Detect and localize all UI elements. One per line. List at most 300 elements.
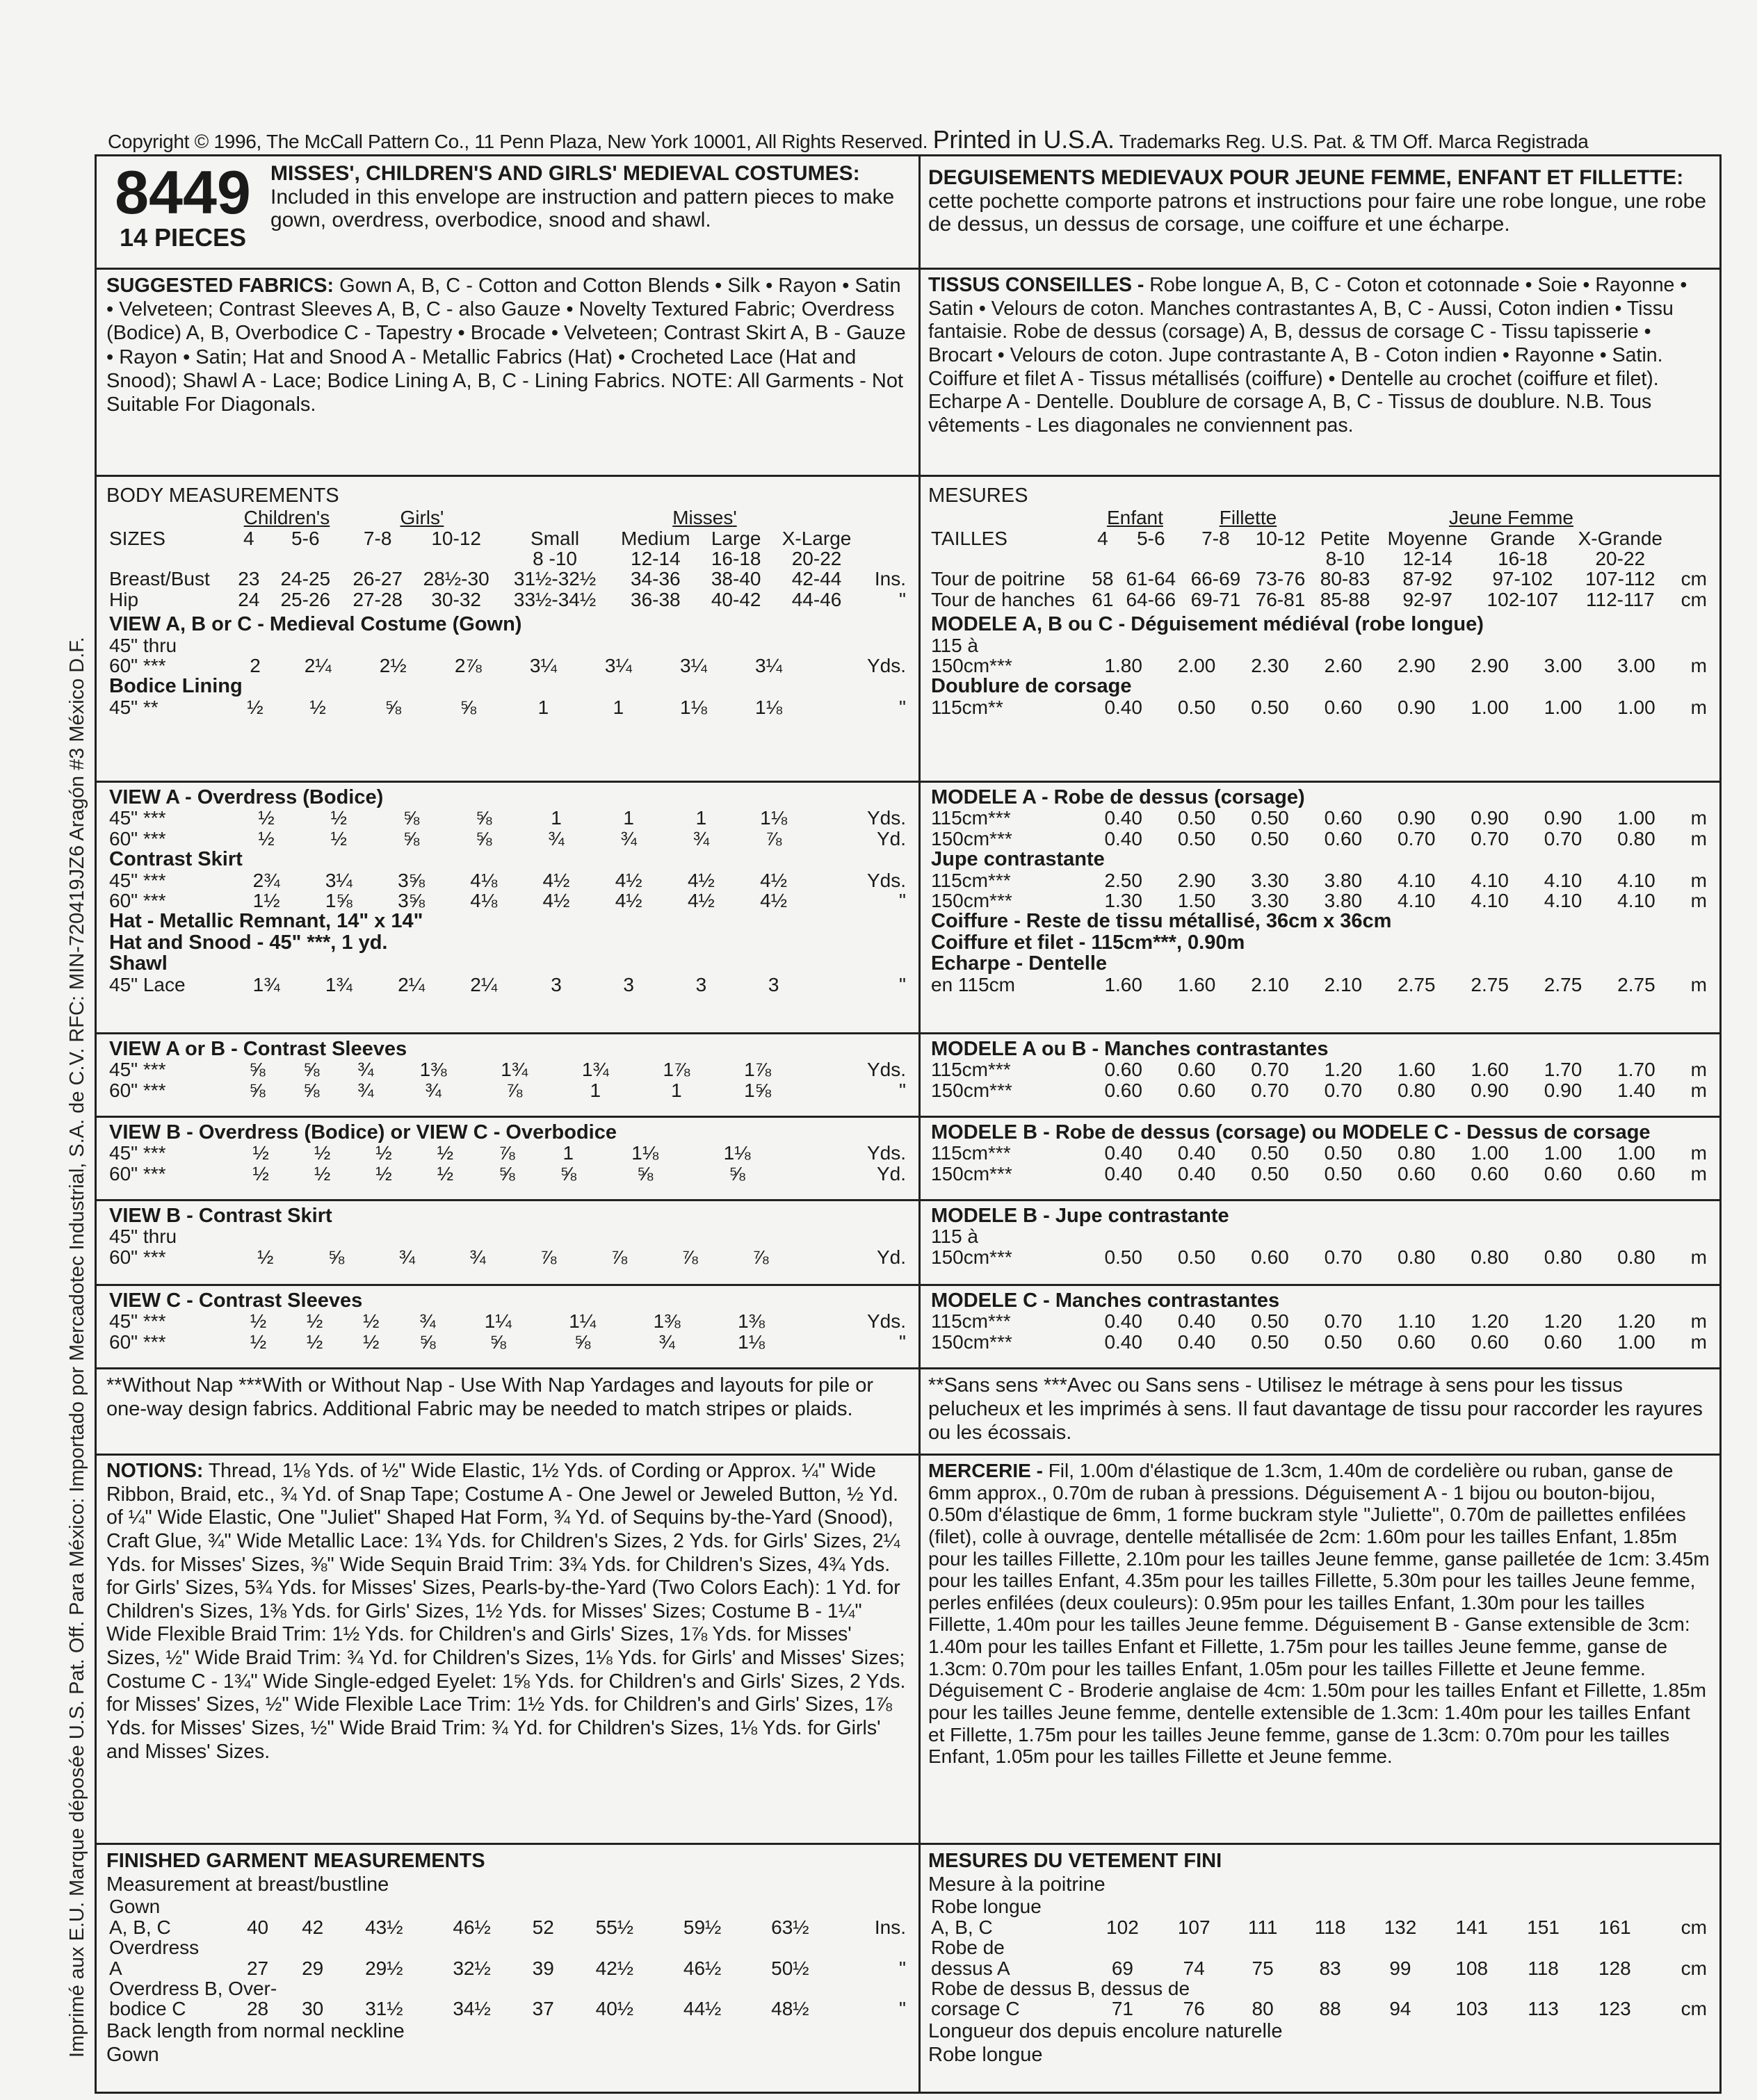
size-groups	[106, 507, 909, 528]
sleeves-c-title	[928, 1290, 1710, 1311]
sizes-sub-row-cell: 20-22	[791, 548, 842, 569]
sleeves-title	[106, 1039, 909, 1059]
view-a-block	[97, 781, 918, 1032]
sleeves-row-cell: 1.40	[1617, 1079, 1655, 1101]
skirt-b-row	[106, 1247, 909, 1267]
sleeves-c-row-cell: Yds.	[866, 1310, 906, 1333]
fin-ov-row-cell: 29½	[365, 1957, 403, 1979]
shawl-title-text: Shawl	[109, 952, 168, 975]
sleeves-c-row-cell: 0.40	[1177, 1310, 1216, 1333]
overdress-a-row-cell: 0.90	[1398, 807, 1436, 829]
fin-ov-row-cell: 99	[1389, 1957, 1411, 1979]
hat-line	[106, 911, 909, 931]
sleeves-c-row-cell: 0.60	[1471, 1330, 1509, 1353]
fin-gown-row-cell: A, B, C	[109, 1916, 171, 1938]
gown-title-text: VIEW A, B or C - Medieval Costume (Gown)	[109, 613, 522, 636]
sleeves-c-row-cell: ⅝	[574, 1330, 591, 1353]
overdress-b-row-cell: 0.60	[1617, 1162, 1655, 1185]
sleeves-row-cell: "	[899, 1079, 906, 1101]
gown-row	[106, 656, 909, 676]
fin-ov-row-cell: 50½	[771, 1957, 809, 1979]
sleeves-c-row-cell: m	[1690, 1330, 1707, 1353]
skirt-b-row-cell: ⅞	[681, 1246, 698, 1268]
snood-line	[106, 932, 909, 953]
sleeves-c-row-cell: 1.00	[1617, 1330, 1655, 1353]
sleeves-row-cell: 1¾	[501, 1059, 528, 1081]
sleeves-c-row-cell: 0.70	[1324, 1310, 1363, 1333]
contrast-skirt-row-cell: 2.90	[1177, 869, 1216, 891]
sizes-sub-row-cell	[1119, 548, 1183, 569]
overdress-b-row-cell: 0.50	[1251, 1162, 1289, 1185]
hip-row-cell: 40-42	[711, 588, 761, 610]
shawl-title	[106, 953, 909, 974]
overdress-b-row-cell: 1	[562, 1142, 574, 1164]
sleeves-c-row-cell: ½	[250, 1310, 267, 1333]
overdress-b-title-text: VIEW B - Overdress (Bodice) or VIEW C - Overbodice	[109, 1121, 617, 1143]
overdress-b-row-cell: 1⅛	[723, 1142, 751, 1164]
overdress-b-row-cell: 1.00	[1617, 1142, 1655, 1164]
overdress-b-row-cell: 1⅛	[631, 1142, 659, 1164]
hip-row-cell: 69-71	[1190, 588, 1241, 610]
body-table	[106, 507, 909, 610]
skirt-b-row-cell: 0.80	[1544, 1246, 1582, 1268]
contrast-skirt-row-cell: 4½	[687, 869, 715, 891]
contrast-skirt-row-cell: 4½	[542, 890, 570, 912]
contrast-skirt-row-cell: 4.10	[1471, 869, 1509, 891]
breast-row-cell: Tour de poitrine	[931, 568, 1066, 590]
sleeves-row-cell: 1	[671, 1079, 682, 1101]
hip-row-cell: 24	[238, 588, 260, 610]
hip-row-cell: Tour de hanches	[931, 588, 1076, 610]
overdress-a-row-cell: 115cm***	[931, 807, 1011, 829]
sleeves-c-row-cell: 0.60	[1398, 1330, 1436, 1353]
lining-row	[928, 697, 1710, 717]
skirt-b-row-cell: 0.50	[1177, 1246, 1216, 1268]
fin-ovb-row-cell: 103	[1455, 1998, 1489, 2020]
contrast-skirt-row-cell: 4.10	[1398, 869, 1436, 891]
skirt-b-row-cell: 0.80	[1398, 1246, 1436, 1268]
contrast-skirt-row	[928, 870, 1710, 890]
sizes-sub-row-cell: 8-10	[1325, 548, 1365, 569]
fin-ov-row-cell: 32½	[453, 1957, 491, 1979]
sleeves-row-cell: m	[1690, 1079, 1707, 1101]
contrast-skirt-row-cell: 4½	[687, 890, 715, 912]
fin-ovb-row-cell: 123	[1598, 1998, 1631, 2020]
sleeves-c-row-cell: ⅝	[489, 1330, 506, 1353]
sleeves-row-cell: ⅝	[303, 1059, 320, 1081]
contrast-skirt-row-cell: 3¼	[325, 869, 353, 891]
breast-row-cell: 42-44	[791, 568, 842, 590]
contrast-skirt-row-cell: 4.10	[1544, 890, 1582, 912]
fin-gown-row-cell: 42	[302, 1916, 324, 1938]
fin-ov-label-text: Robe de	[931, 1937, 1005, 1959]
sleeves-row-cell: 45" ***	[109, 1059, 166, 1081]
gown-row-cell: Yds.	[866, 655, 906, 676]
sizes-sub-row-cell	[1087, 548, 1119, 569]
size-group-label: Girls'	[400, 507, 444, 529]
contrast-skirt-row-cell: 150cm***	[931, 890, 1012, 912]
shawl-row-cell: 3	[695, 973, 707, 995]
shawl-row-cell: 2.75	[1471, 973, 1509, 995]
overdress-b-row-cell: 0.40	[1104, 1142, 1142, 1164]
overdress-a-row	[928, 808, 1710, 828]
breast-row-cell: Breast/Bust	[109, 568, 210, 590]
sizes-row-cell: 4	[243, 527, 254, 549]
fin-ov-row-cell: cm	[1681, 1957, 1707, 1979]
fin-ovb-label	[106, 1978, 909, 1999]
overdress-b-row	[928, 1143, 1710, 1163]
contrast-skirt-row-cell: 1½	[252, 890, 280, 912]
skirt-b-row-cell: ⅞	[610, 1246, 628, 1268]
contrast-skirt-row-cell: 4½	[615, 869, 642, 891]
sleeves-row-cell: ¾	[357, 1079, 374, 1101]
contrast-skirt-row-cell: 4.10	[1544, 869, 1582, 891]
fin-ovb-row-cell: 71	[1111, 1998, 1133, 2020]
fin-ovb-row-cell: 80	[1252, 1998, 1274, 2020]
hip-row-cell: 112-117	[1586, 588, 1655, 610]
overdress-b-row-cell: 0.60	[1398, 1162, 1436, 1185]
sleeves-row-cell: 115cm***	[931, 1059, 1011, 1081]
sleeves-c-title-text: MODELE C - Manches contrastantes	[931, 1289, 1280, 1312]
sleeves-row-cell: m	[1690, 1059, 1707, 1081]
overdress-b-row-cell: 0.50	[1324, 1162, 1363, 1185]
fr-ovb	[918, 1116, 1719, 1199]
overdress-b-row-cell: ⅝	[560, 1162, 576, 1185]
sleeves-c-row-cell: 1.10	[1398, 1310, 1436, 1333]
sleeves-c-row-cell: 0.50	[1324, 1330, 1363, 1353]
shawl-row-cell: 3	[623, 973, 634, 995]
overdress-b-row-cell: 0.80	[1398, 1142, 1436, 1164]
contrast-skirt-row-cell: 1.30	[1104, 890, 1142, 912]
fin-ovb-row-cell: 113	[1528, 1998, 1559, 2020]
sizes-row-cell	[1673, 528, 1710, 548]
size-group-label: Children's	[243, 507, 330, 529]
skirt-b-thru	[106, 1226, 909, 1246]
overdress-a-row	[928, 829, 1710, 849]
fin-gown-row-cell: 118	[1314, 1916, 1346, 1938]
fin-ovb-row-cell: corsage C	[931, 1998, 1020, 2020]
sleeves-c-row-cell: m	[1690, 1310, 1707, 1333]
overdress-b-row-cell: 0.50	[1251, 1142, 1289, 1164]
overdress-b-row-cell: m	[1690, 1162, 1707, 1185]
breast-row-cell: 66-69	[1190, 568, 1241, 590]
fin-ov-row-cell: 74	[1183, 1957, 1205, 1979]
sizes-row-cell: 7-8	[1201, 527, 1230, 549]
shawl-row-cell: 3	[551, 973, 562, 995]
sizes-sub-row	[106, 548, 909, 569]
sleeves-row-cell: 1.70	[1617, 1059, 1655, 1081]
sleeves-c-row-cell: ½	[363, 1330, 380, 1353]
skirt-b-row-cell: ½	[257, 1246, 274, 1268]
sleeves-row-cell: ⅝	[303, 1079, 320, 1101]
sizes-sub-row	[928, 548, 1710, 569]
overdress-a-title	[106, 787, 909, 808]
snood-line	[928, 932, 1710, 953]
finished-measurements: FINISHED GARMENT MEASUREMENTS Measurement at breast/bustline Gown A, B, C 40 42 43½ 46½ 52 55½ 59½ 63½ Ins. Overdress A 27 29 29½ 32½ 39 42½ 46½ 50½ " Overdress B, Over- bodice C 28 30 31½ 34½ 37 40½ 44½ 48½ " Back length from normal neckline Gown	[97, 1843, 918, 2100]
sleeves-row-cell: 1.20	[1324, 1059, 1363, 1081]
lining-title	[928, 676, 1710, 697]
sleeves-c-title-text: VIEW C - Contrast Sleeves	[109, 1289, 363, 1312]
lining-row-cell: m	[1690, 696, 1707, 718]
breast-row-cell: 38-40	[711, 568, 761, 590]
overdress-a-row-cell: ½	[330, 827, 347, 849]
sizes-row-cell: X-Large	[782, 527, 852, 549]
overdress-a-row-cell: 0.70	[1398, 827, 1436, 849]
fin-ovb-row	[106, 1999, 909, 2019]
overdress-a-row-cell: 1	[695, 807, 707, 829]
contrast-skirt-row-cell: 4⅛	[470, 869, 498, 891]
sleeves-row-cell: 0.90	[1544, 1079, 1582, 1101]
fin-ovb-row	[928, 1999, 1710, 2019]
sizes-sub-row-cell: 12-14	[1402, 548, 1452, 569]
fin-ovb-label-text: Robe de dessus B, dessus de	[931, 1978, 1190, 1999]
gown-row	[928, 656, 1710, 676]
fin-ov-label	[928, 1937, 1710, 1957]
sleeves-c-row	[106, 1311, 909, 1331]
skirt-b-row-cell: 0.50	[1104, 1246, 1142, 1268]
sleeves-row-cell: 1⅞	[663, 1059, 690, 1081]
fin-gown-row-cell: 43½	[365, 1916, 403, 1938]
sleeves-row-cell: 1⅜	[419, 1059, 447, 1081]
gown-thru	[106, 635, 909, 656]
contrast-skirt-row-cell: 1.50	[1177, 890, 1216, 912]
overdress-a-row-cell: 0.90	[1471, 807, 1509, 829]
lining-row-cell: 0.60	[1324, 696, 1363, 718]
fin-gown-label-text: Robe longue	[931, 1896, 1042, 1918]
sleeves-c-row-cell: ½	[307, 1330, 323, 1353]
lining-row-cell: 0.50	[1251, 696, 1289, 718]
sleeves-c-row-cell: 0.60	[1544, 1330, 1582, 1353]
sleeves-row-cell: 1¾	[581, 1059, 609, 1081]
hip-row-cell: 76-81	[1255, 588, 1306, 610]
fr-body-and-yardage: MESURES Enfant Fillette Jeune Femme TAILLES 4 5-6 7-8 10-12 Petite Moyenne Grande X-Grande 8-10 12-14 16-18 20-22 Tour de poitrine 58 61-64 66-69 73-76 80-83 87-92 97-102 107-112 cm Tour de hanches 61 64-66 69-71 76-81 85-88 92-97 102-107 112-117 cm MODELE A, B ou C - Déguisement médiéval (robe longue) 115 à 150cm*** 1.80 2.00 2.30 2.60 2.90 2.90 3.00 3.00 m Doublure de corsage 115cm** 0.40 0.50 0.50 0.60 0.90 1.00 1.00 1.00 m	[918, 475, 1719, 781]
sleeves-row-cell: 0.60	[1104, 1079, 1142, 1101]
overdress-a-row-cell: ⅝	[403, 827, 420, 849]
sizes-sub-row-cell	[928, 548, 1087, 569]
lining-row-cell: 1.00	[1471, 696, 1509, 718]
sleeves-title-text: VIEW A or B - Contrast Sleeves	[109, 1038, 407, 1060]
sleeves-row-cell: 1⅞	[744, 1059, 771, 1081]
gown-row-cell: m	[1690, 655, 1707, 676]
overdress-a-row-cell: 60" ***	[109, 827, 166, 849]
fin-gown-row-cell: 63½	[771, 1916, 809, 1938]
view-c-sleeves	[97, 1284, 918, 1367]
lining-row-cell: "	[899, 696, 906, 718]
contrast-skirt-row-cell: 4.10	[1471, 890, 1509, 912]
sizes-row-cell: 10-12	[431, 527, 481, 549]
size-group-label	[106, 507, 230, 528]
fin-gown-row-cell: 46½	[453, 1916, 491, 1938]
contrast-skirt-title	[928, 849, 1710, 870]
sizes-sub-row-cell	[343, 548, 412, 569]
skirt-b-row-cell: m	[1690, 1246, 1707, 1268]
sleeves-c-row-cell: 0.50	[1251, 1310, 1289, 1333]
sleeves-c-row-cell: 1¼	[484, 1310, 512, 1333]
lining-row-cell: 0.50	[1177, 696, 1216, 718]
gown-yardage	[106, 614, 909, 717]
overdress-a-row-cell: 0.40	[1104, 807, 1142, 829]
sizes-row-cell: Small	[531, 527, 580, 549]
overdress-a-row-cell: ½	[258, 827, 275, 849]
header-block	[97, 156, 918, 268]
overdress-a-row-cell: 150cm***	[931, 827, 1012, 849]
sleeves-row-cell: 0.90	[1471, 1079, 1509, 1101]
skirt-b-thru-text: 45" thru	[109, 1226, 177, 1248]
sizes-row-cell: Petite	[1320, 527, 1370, 549]
fin-ovb-row-cell: 30	[302, 1998, 324, 2020]
sleeves-row-cell: 0.70	[1251, 1059, 1289, 1081]
sizes-sub-row-cell: 8 -10	[533, 548, 577, 569]
breast-row-cell: 61-64	[1126, 568, 1176, 590]
overdress-b-row-cell: ½	[252, 1142, 269, 1164]
fin-ovb-row-cell: 34½	[453, 1998, 491, 2020]
lining-row-cell: 0.90	[1398, 696, 1436, 718]
fin-ov-row-cell: 27	[246, 1957, 269, 1979]
sleeves-c-row-cell: 1⅜	[738, 1310, 765, 1333]
contrast-skirt-row-cell: 60" ***	[109, 890, 166, 912]
gown-row-cell: 3¼	[529, 655, 557, 676]
fin-ovb-row-cell: 40½	[595, 1998, 634, 2020]
sizes-row-cell	[863, 528, 909, 548]
english-column	[97, 156, 921, 2092]
shawl-row-cell: m	[1690, 973, 1707, 995]
overdress-b-row	[106, 1164, 909, 1184]
sleeves-c-row-cell: ½	[307, 1310, 323, 1333]
fin-gown-row-cell: cm	[1681, 1916, 1707, 1938]
sizes-sub-row-cell: 12-14	[631, 548, 681, 569]
overdress-b-title-text: MODELE B - Robe de dessus (corsage) ou MODELE C - Dessus de corsage	[931, 1121, 1651, 1143]
sizes-sub-row-cell: 20-22	[1595, 548, 1646, 569]
overdress-a-row-cell: ½	[330, 807, 347, 829]
breast-row-cell: 87-92	[1402, 568, 1452, 590]
gown-row-cell: 3.00	[1617, 655, 1655, 676]
overdress-a-row	[106, 829, 909, 849]
hip-row-cell: 36-38	[631, 588, 681, 610]
sizes-row-cell: 10-12	[1255, 527, 1306, 549]
sleeves-row-cell: 1.70	[1544, 1059, 1582, 1081]
lining-row	[106, 697, 909, 717]
overdress-b-row-cell: ½	[437, 1142, 454, 1164]
overdress-a-row-cell: ¾	[620, 827, 637, 849]
hat-line-text: Hat - Metallic Remnant, 14" x 14"	[109, 910, 423, 933]
shawl-title-text: Echarpe - Dentelle	[931, 952, 1108, 975]
lining-row-cell: 1⅛	[755, 696, 782, 718]
sizes-row-cell: SIZES	[109, 527, 165, 549]
contrast-skirt-row	[928, 890, 1710, 911]
fin-ov-row-cell: "	[899, 1957, 906, 1979]
overdress-a-row-cell: 0.50	[1177, 807, 1216, 829]
skirt-b-title	[106, 1205, 909, 1226]
view-ab-sleeves	[97, 1032, 918, 1116]
overdress-b-row-cell: ½	[375, 1162, 392, 1185]
gown-row-cell: 3¼	[604, 655, 632, 676]
sizes-sub-row-cell	[1248, 548, 1313, 569]
contrast-skirt-row-cell: 4½	[760, 890, 788, 912]
lining-title-text: Doublure de corsage	[931, 675, 1132, 698]
skirt-b-row-cell: 60" ***	[109, 1246, 166, 1268]
sizes-sub-row-cell	[412, 548, 500, 569]
overdress-a-row-cell: 0.50	[1251, 827, 1289, 849]
fin-ov-row-cell: 83	[1319, 1957, 1341, 1979]
gown-row-cell: 60" ***	[109, 655, 166, 676]
contrast-skirt-row-cell: 3.30	[1251, 869, 1289, 891]
fin-gown-row-cell: 107	[1177, 1916, 1211, 1938]
sleeves-c-row-cell: 1⅜	[653, 1310, 681, 1333]
suggested-fabrics: SUGGESTED FABRICS: Gown A, B, C - Cotton and Cotton Blends • Silk • Rayon • Satin • Velveteen; Contrast Sleeves A, B, C - also Gauze • Novelty Textured Fabric; Overdress (Bodice) A, B, Overbodice C - Tapestry • Brocade • Velveteen; Contrast Skirt A, B - Gauze • Rayon • Satin; Hat and Snood A - Metallic Fabrics (Hat) • Crocheted Lace (Hat and Snood); Shawl A - Lace; Bodice Lining A, B, C - Lining Fabrics. NOTE: All Garments - Not Suitable For Diagonals.	[97, 268, 918, 475]
sleeves-row-cell: Yds.	[866, 1059, 906, 1081]
fin-ov-row	[928, 1958, 1710, 1978]
shawl-row-cell: "	[899, 973, 906, 995]
gown-row-cell: 2.30	[1251, 655, 1289, 676]
gown-row-cell: 2.90	[1471, 655, 1509, 676]
breast-row	[928, 569, 1710, 589]
fin-ov-row-cell: 46½	[683, 1957, 722, 1979]
overdress-b-row-cell: ⅝	[729, 1162, 745, 1185]
fin-gown-row-cell: 151	[1527, 1916, 1560, 1938]
sizes-row-cell: TAILLES	[931, 527, 1007, 549]
hip-row-cell: 25-26	[280, 588, 331, 610]
contrast-skirt-row-cell: 2¾	[252, 869, 280, 891]
overdress-b-title	[106, 1122, 909, 1143]
breast-row-cell: 107-112	[1585, 568, 1655, 590]
sizes-row-cell: 5-6	[291, 527, 320, 549]
contrast-skirt-row-cell: 45" ***	[109, 869, 166, 891]
fin-ov-row-cell: 29	[302, 1957, 324, 1979]
sleeves-c-row-cell: 1.20	[1471, 1310, 1509, 1333]
lining-row-cell: 1.00	[1617, 696, 1655, 718]
fin-ov-label-text: Overdress	[109, 1937, 200, 1959]
contrast-skirt-row-cell: 4.10	[1617, 890, 1655, 912]
breast-row-cell: 23	[238, 568, 260, 590]
snood-line-text: Coiffure et filet - 115cm***, 0.90m	[931, 931, 1245, 954]
lining-row-cell: 1	[537, 696, 549, 718]
fin-ov-row-cell: dessus A	[931, 1957, 1010, 1979]
fin-ovb-row-cell: 28	[246, 1998, 269, 2020]
fin-ovb-row-cell: cm	[1681, 1998, 1707, 2020]
fr-fabrics: TISSUS CONSEILLES - Robe longue A, B, C - Coton et cotonnade • Soie • Rayonne • Satin • Velours de coton. Manches contrastantes A, B, C - Aussi, Coton indien • Tissu fantaisie. Robe de dessus (corsage) A, B, dessus de corsage C - Tissu tapisserie • Brocart • Velours de coton. Jupe contrastante A, B - Coton indien • Rayonne • Satin. Coiffure et filet A - Tissus métallisés (coiffure) • Dentelle au crochet (coiffure et filet). Echarpe A - Dentelle. Doublure de corsage A, B, C - Tissus de doublure. N.B. Tous vêtements - Les diagonales ne conviennent pas.	[918, 268, 1719, 475]
fin-gown-row-cell: 55½	[595, 1916, 634, 1938]
overdress-a-row-cell: 0.50	[1251, 807, 1289, 829]
sleeves-c-row	[928, 1311, 1710, 1331]
shawl-row-cell: 1.60	[1177, 973, 1216, 995]
sleeves-c-row-cell: 0.40	[1104, 1330, 1142, 1353]
overdress-b-row-cell: 115cm***	[931, 1142, 1011, 1164]
sleeves-row-cell: 0.70	[1251, 1079, 1289, 1101]
nap-note: **Without Nap ***With or Without Nap - Use With Nap Yardages and layouts for pile or one-way design fabrics. Additional Fabric may be needed to match stripes or plaids.	[97, 1367, 918, 1454]
fin-ovb-row-cell: 76	[1183, 1998, 1205, 2020]
fin-gown-row	[928, 1917, 1710, 1937]
skirt-b-title	[928, 1205, 1710, 1226]
size-group-label: Misses'	[672, 507, 737, 529]
contrast-skirt-row	[106, 890, 909, 911]
overdress-a-row-cell: 0.80	[1617, 827, 1655, 849]
overdress-b-row-cell: 0.60	[1471, 1162, 1509, 1185]
contrast-skirt-row-cell: 115cm***	[931, 869, 1011, 891]
overdress-b-row-cell: m	[1690, 1142, 1707, 1164]
sleeves-row-cell: 1.60	[1471, 1059, 1509, 1081]
hip-row-cell: "	[899, 588, 906, 610]
shawl-row-cell: 1.60	[1104, 973, 1142, 995]
sleeves-c-row-cell: 150cm***	[931, 1330, 1012, 1353]
overdress-a-row-cell: m	[1690, 807, 1707, 829]
overdress-b-row-cell: ⅝	[637, 1162, 654, 1185]
body-and-yardage	[97, 475, 918, 781]
skirt-b-row-cell: ⅝	[327, 1246, 345, 1268]
contrast-skirt-row-cell: Yds.	[866, 869, 906, 891]
gown-thru	[928, 635, 1710, 656]
fin-ov-row-cell: 128	[1598, 1957, 1631, 1979]
overdress-a-row-cell: 0.50	[1177, 827, 1216, 849]
